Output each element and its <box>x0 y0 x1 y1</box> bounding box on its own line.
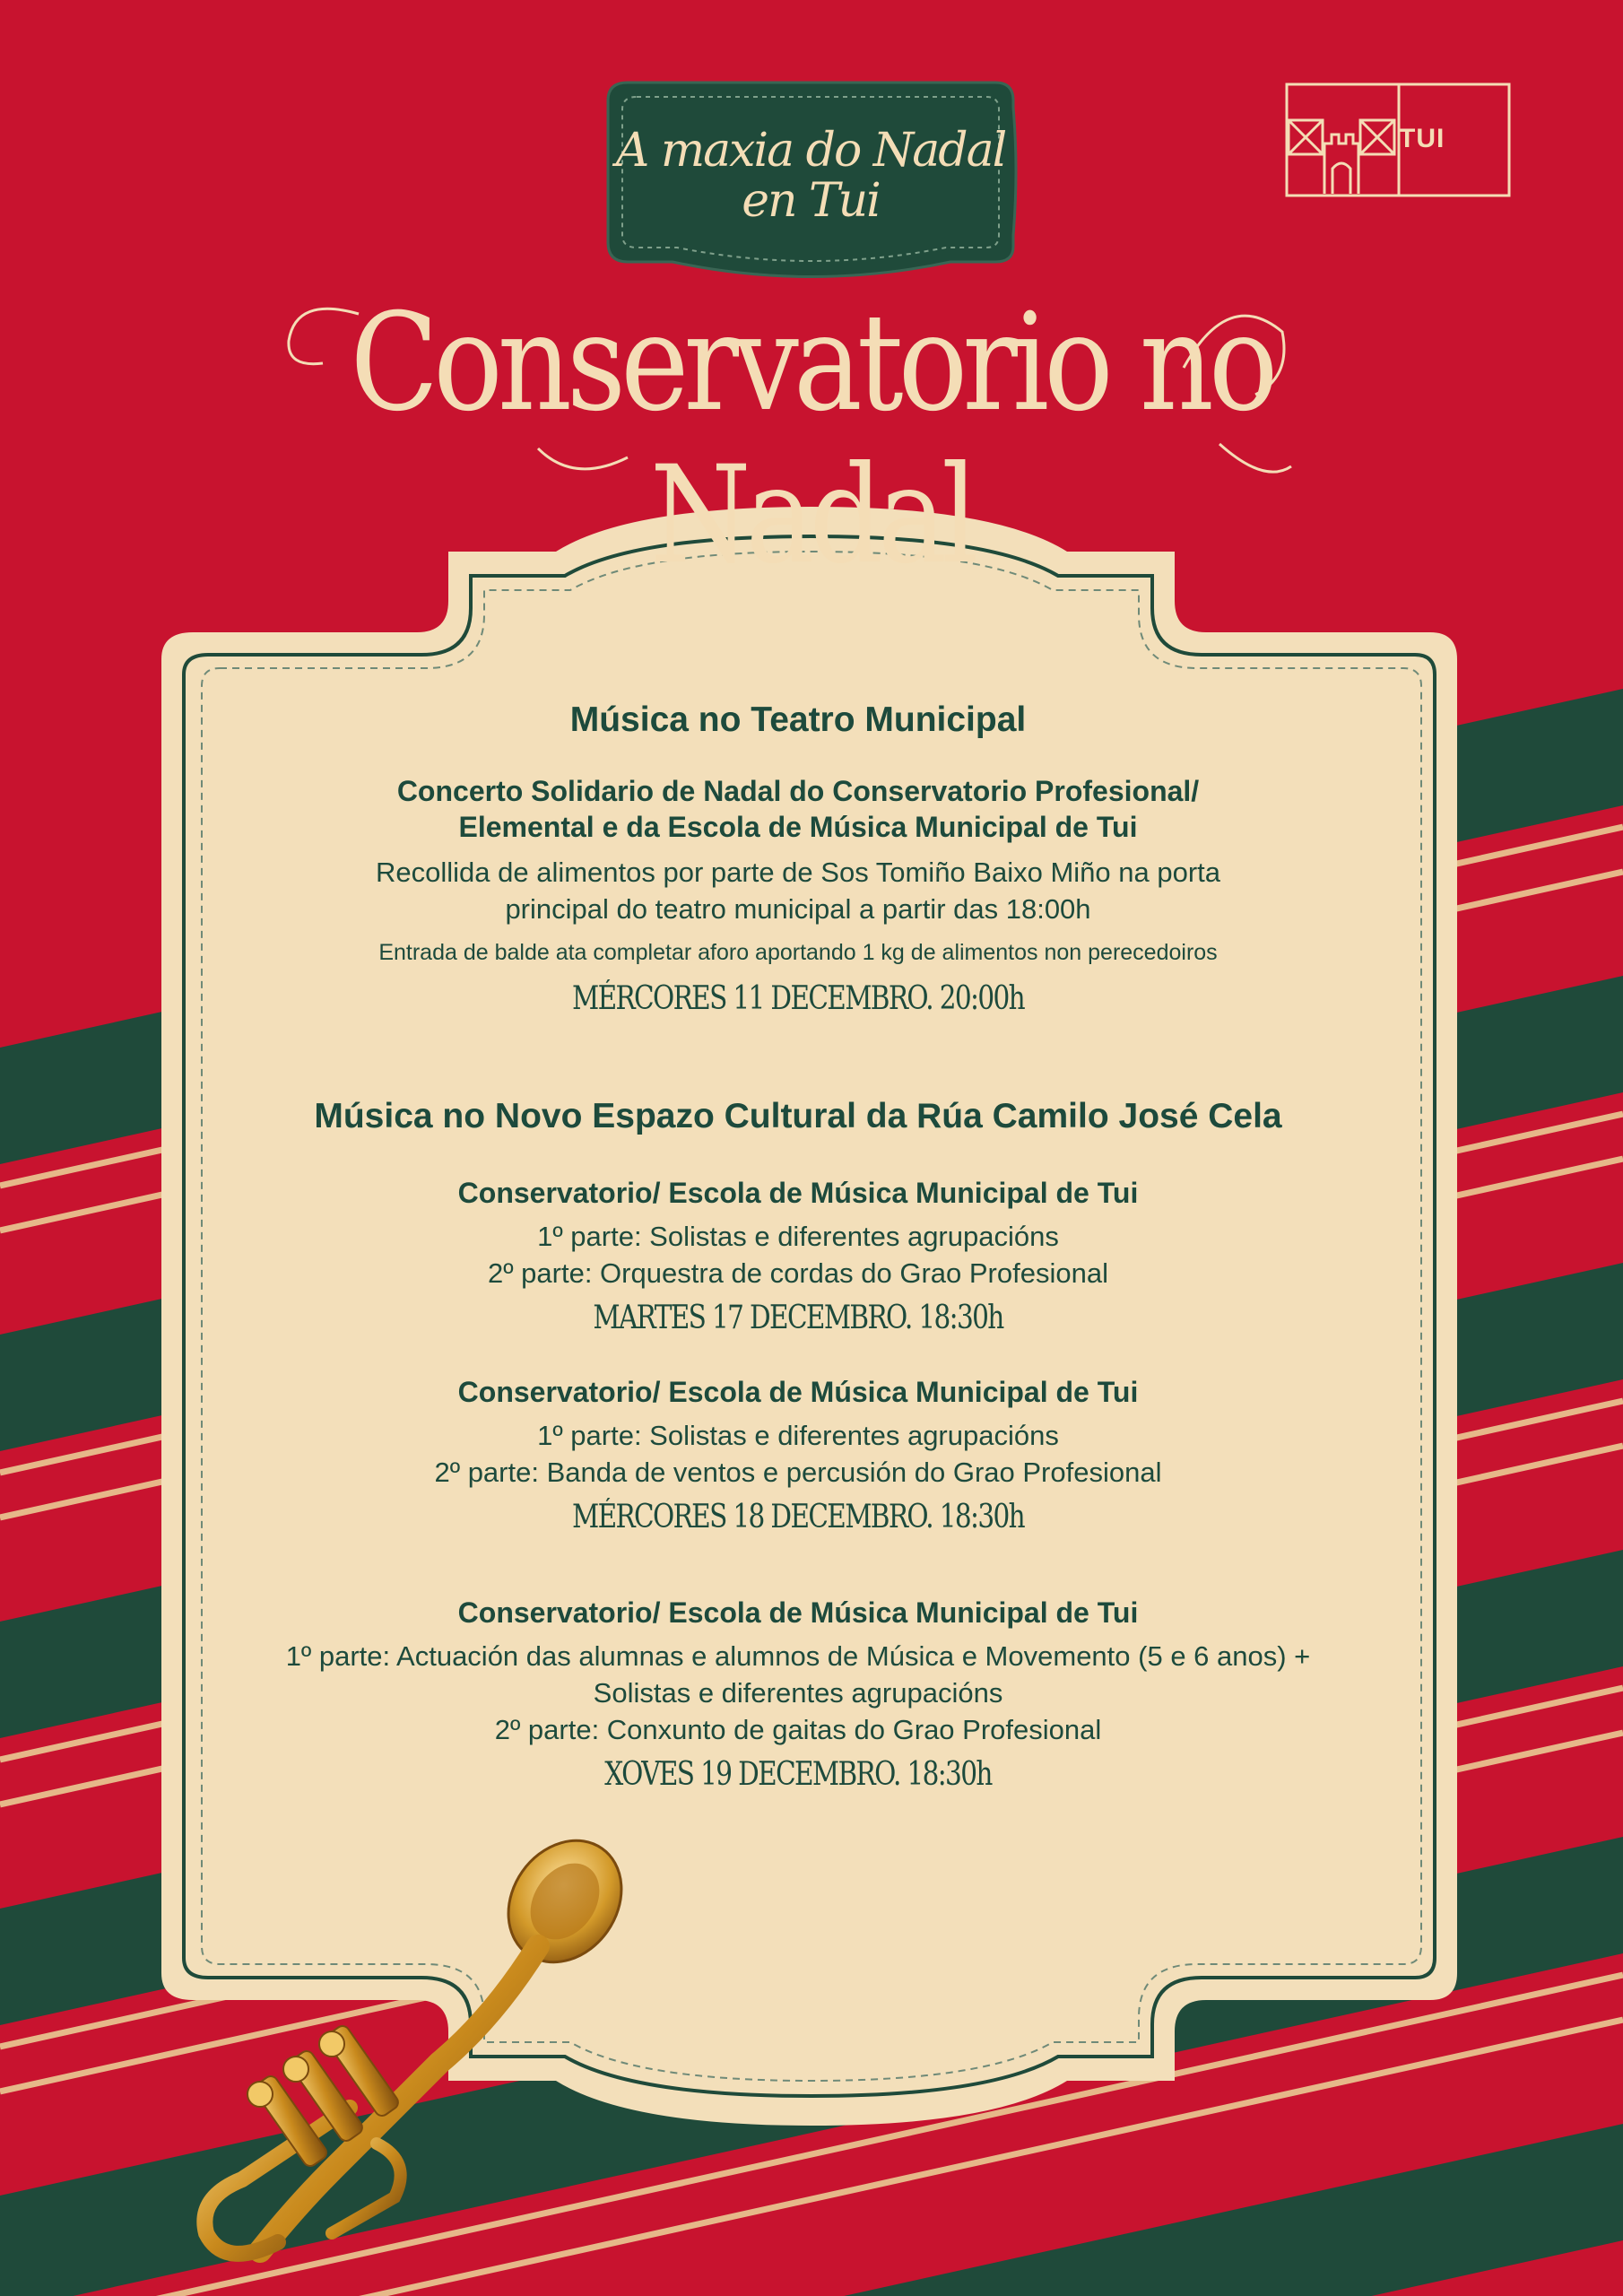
event-line: 1º parte: Solistas e diferentes agrupacións <box>537 1221 1059 1252</box>
event-line: 1º parte: Solistas e diferentes agrupacións <box>537 1420 1059 1451</box>
section-heading-espazo: Música no Novo Espazo Cultural da Rúa Camilo José Cela <box>314 1097 1282 1135</box>
event-desc-line2: principal do teatro municipal a partir das 18:00h <box>505 893 1091 925</box>
event-title: Conservatorio/ Escola de Música Municipal de Tui <box>457 1177 1139 1209</box>
event-date: XOVES 19 DECEMBRO. 18:30h <box>604 1756 992 1793</box>
event-title-line1: Concerto Solidario de Nadal do Conservatorio Profesional/ <box>396 775 1200 807</box>
event-date: MÉRCORES 18 DECEMBRO. 18:30h <box>571 1499 1025 1535</box>
badge-line1: A maxia do Nadal <box>615 124 1006 178</box>
event-note: Entrada de balde ata completar aforo aportando 1 kg de alimentos non perecedoiros <box>378 940 1218 965</box>
tui-logo-text: TUI <box>1399 124 1445 153</box>
page-title: Conservatorio no Nadal <box>350 285 1273 594</box>
program-content <box>206 691 1390 1795</box>
section-heading-teatro: Música no Teatro Municipal <box>569 700 1027 739</box>
event-line: Solistas e diferentes agrupacións <box>593 1677 1003 1709</box>
badge-line2: en Tui <box>742 174 880 228</box>
event-desc-line1: Recollida de alimentos por parte de Sos Tomiño Baixo Miño na porta <box>375 857 1221 888</box>
event-line: 2º parte: Conxunto de gaitas do Grao Profesional <box>494 1714 1102 1745</box>
event-date: MARTES 17 DECEMBRO. 18:30h <box>593 1300 1003 1336</box>
tui-castle-icon <box>1289 120 1394 194</box>
event-date: MÉRCORES 11 DECEMBRO. 20:00h <box>571 980 1025 1017</box>
event-line: 2º parte: Banda de ventos e percusión do Grao Profesional <box>434 1457 1162 1488</box>
event-title: Conservatorio/ Escola de Música Municipal de Tui <box>457 1376 1139 1408</box>
event-line: 2º parte: Orquestra de cordas do Grao Profesional <box>488 1257 1108 1289</box>
trumpet-icon <box>170 1839 637 2287</box>
event-title-line2: Elemental e da Escola de Música Municipal de Tui <box>458 811 1138 843</box>
badge-text <box>606 126 1015 226</box>
event-line: 1º parte: Actuación das alumnas e alumnos de Música e Movemento (5 e 6 anos) + <box>285 1640 1311 1672</box>
event-title: Conservatorio/ Escola de Música Municipal de Tui <box>457 1596 1139 1629</box>
tui-logo <box>1287 84 1509 196</box>
